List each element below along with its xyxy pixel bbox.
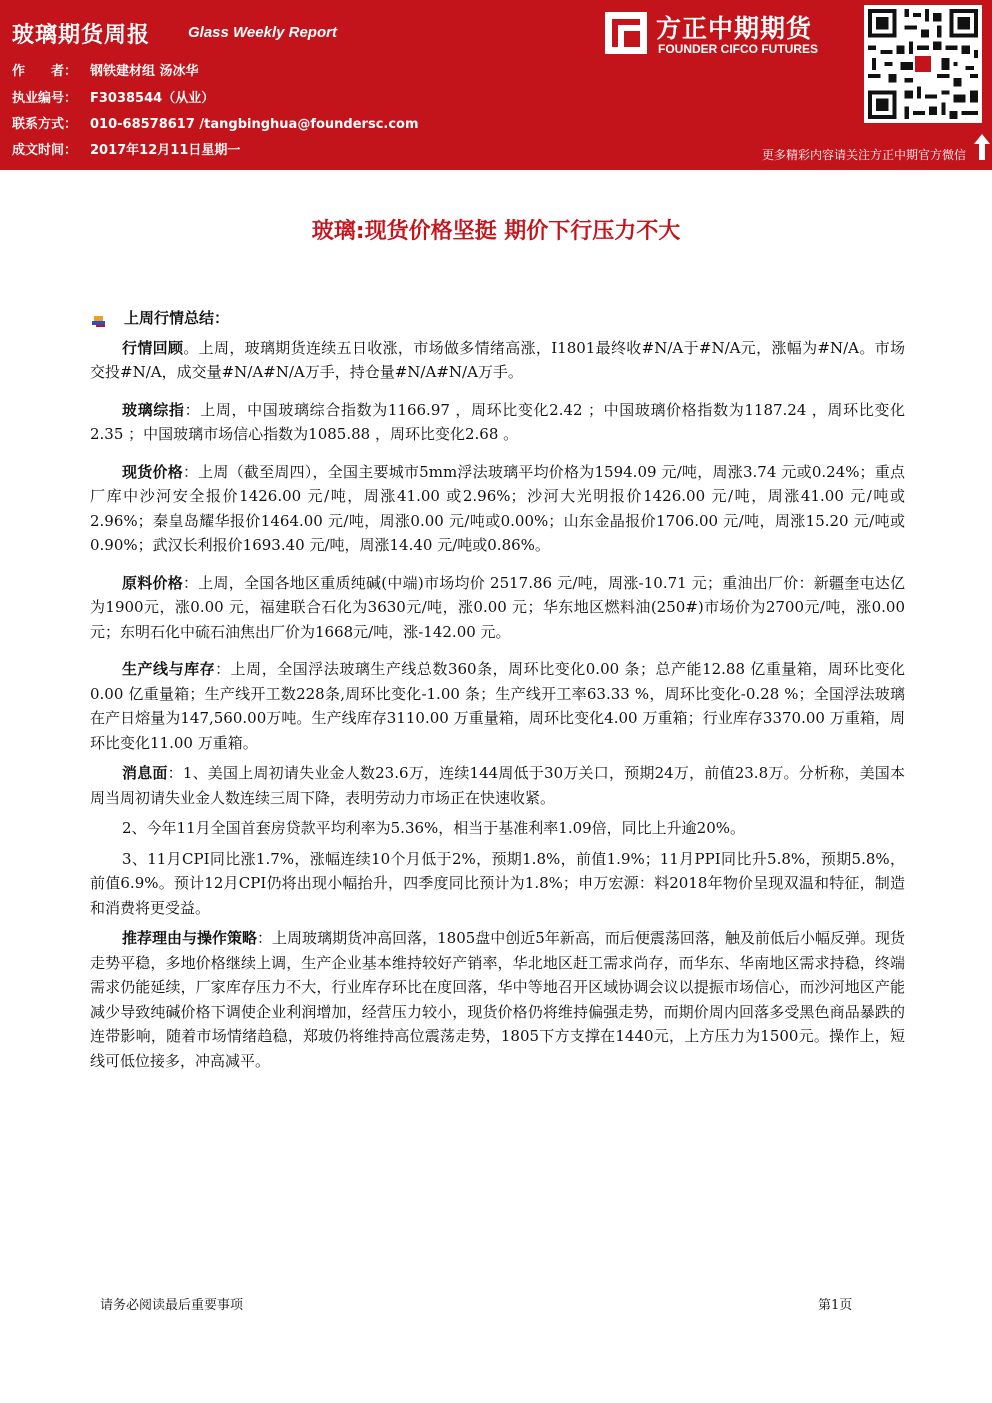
paragraph-text: 。上周，玻璃期货连续五日收涨，市场做多情绪高涨，I1801最终收#N/A于#N/A元，涨幅为#N/A。市场交投#N/A，成交量#N/A#N/A万手，持仓量#N/A#N/A万手。: [90, 338, 905, 381]
paragraph-strategy: [90, 926, 905, 1073]
paragraph-text: ：上周（截至周四），全国主要城市5mm浮法玻璃平均价格为1594.09 元/吨，周涨3.74 元或0.24%；重点厂库中沙河安全报价1426.00 元/吨，周涨41.00 或2.96%；沙河大光明报价1426.00 元/吨，周涨41.00 元/吨或2.96%；秦皇岛耀华报价1464.00 元/吨，周涨0.00 元/吨或0.00%；山东金晶报价1706.00 元/吨，周涨15.20 元/吨或0.90%；武汉长利报价1693.40 元/吨，周涨14.40 元/吨或0.86%。: [90, 462, 905, 554]
qr-code-icon: [864, 5, 982, 123]
paragraph-text: ：上周，全国浮法玻璃生产线总数360条，周环比变化0.00 条；总产能12.88 亿重量箱，周环比变化0.00 亿重量箱；生产线开工数228条,周环比变化-1.00 条；生产线开工率63.33 %，周环比变化-0.28 %；全国浮法玻璃在产日熔量为147,560.00万吨。生产线库存3110.00 万重量箱，周环比变化4.00 万重箱；行业库存3370.00 万重箱，周环比变化11.00 万重箱。: [90, 660, 905, 752]
paragraph-glass-index: [90, 398, 905, 447]
report-header: [0, 0, 992, 170]
paragraph-text: 3、11月CPI同比涨1.7%，涨幅连续10个月低于2%，预期1.8%，前值1.9%；11月PPI同比升5.8%，预期5.8%，前值6.9%。预计12月CPI仍将出现小幅抬升，四季度同比预计为1.8%；申万宏源：料2018年物价呈现双温和特征，制造和消费将更受益。: [90, 849, 905, 917]
contact-label: 联系方式：: [12, 117, 78, 132]
author-row: [12, 60, 199, 79]
report-title: 玻璃期货周报: [12, 23, 151, 48]
paragraph-text: ：上周，全国各地区重质纯碱(中端)市场均价 2517.86 元/吨，周涨-10.71 元；重油出厂价：新疆奎屯达亿为1900元，涨0.00 元，福建联合石化为3630元/吨，涨0.00 元；华东地区燃料油(250#)市场价为2700元/吨，涨0.00 元；东明石化中硫石油焦出厂价为1668元/吨，涨-142.00 元。: [90, 573, 905, 641]
paragraph-text: 2、今年11月全国首套房贷款平均利率为5.36%，相当于基准利率1.09倍，同比上升逾20%。: [122, 819, 746, 837]
arrow-up-icon: [972, 132, 992, 162]
report-title-en: Glass Weekly Report: [188, 24, 337, 41]
paragraph-news-3: [90, 847, 905, 921]
license-label: 执业编号：: [12, 91, 78, 106]
logo-text-cn: 方正中期期货: [656, 14, 813, 43]
paragraph-production-inventory: [90, 657, 905, 755]
license-row: [12, 87, 214, 106]
contact-value: 010-68578617 /tangbinghua@foundersc.com: [90, 117, 419, 132]
author-value: 钢铁建材组 汤冰华: [90, 64, 199, 79]
page-number: 第1页: [818, 1298, 853, 1313]
bullet-icon: [92, 311, 108, 325]
section-heading: [90, 306, 905, 331]
license-value: F3038544（从业）: [90, 91, 215, 106]
paragraph-spot-price: [90, 460, 905, 558]
paragraph-label: 消息面: [122, 764, 168, 782]
paragraph-label: 推荐理由与操作策略: [122, 929, 258, 947]
author-label: 作 者：: [12, 64, 78, 79]
document-body: [90, 306, 905, 1086]
paragraph-text: ：1、美国上周初请失业金人数23.6万，连续144周低于30万关口，预期24万，前值23.8万。分析称，美国本周当周初请失业金人数连续三周下降，表明劳动力市场正在快速收紧。: [90, 764, 905, 807]
date-label: 成文时间：: [12, 143, 78, 158]
paragraph-text: ：上周玻璃期货冲高回落，1805盘中创近5年新高，而后便震荡回落，触及前低后小幅反弹。现货走势平稳，多地价格继续上调，生产企业基本维持较好产销率，华北地区赶工需求尚存，而华东、华南地区需求持稳，终端需求仍能延续，厂家库存压力不大，行业库存环比在度回落，华中等地召开区域协调会议以提振市场信心，而沙河地区产能减少导致纯碱价格下调使企业利润增加，经营压力较小，现货价格仍将维持偏强走势，而期价周内回落多受黑色商品暴跌的连带影响，随着市场情绪趋稳，郑玻仍将维持高位震荡走势，1805下方支撑在1440元，上方压力为1500元。操作上，短线可低位接多，冲高减平。: [90, 929, 905, 1070]
follow-wechat-text: 更多精彩内容请关注方正中期官方微信: [761, 148, 966, 162]
paragraph-raw-material: [90, 571, 905, 645]
company-logo: [600, 7, 852, 63]
paragraph-market-review: [90, 336, 905, 385]
date-value: 2017年12月11日星期一: [90, 143, 241, 158]
paragraph-label: 玻璃综指: [122, 400, 185, 419]
document-title: 玻璃:现货价格坚挺 期价下行压力不大: [311, 219, 681, 244]
paragraph-label: 原料价格: [122, 573, 184, 592]
footer-notice: 请务必阅读最后重要事项: [100, 1298, 244, 1313]
founder-logo-icon: [604, 11, 648, 55]
section-heading-text: 上周行情总结：: [124, 309, 230, 327]
paragraph-label: 生产线与库存: [122, 660, 216, 678]
paragraph-news: [90, 761, 905, 810]
paragraph-text: ：上周，中国玻璃综合指数为1166.97 ，周环比变化2.42 ；中国玻璃价格指数为1187.24 ，周环比变化2.35 ；中国玻璃市场信心指数为1085.88 ，周环比变化2.68 。: [90, 400, 905, 443]
contact-row: [12, 113, 419, 132]
paragraph-news-2: [90, 816, 905, 841]
date-row: [12, 139, 240, 158]
paragraph-label: 现货价格: [122, 462, 183, 481]
paragraph-label: 行情回顾: [122, 338, 184, 357]
logo-text-en: FOUNDER CIFCO FUTURES: [658, 42, 818, 56]
